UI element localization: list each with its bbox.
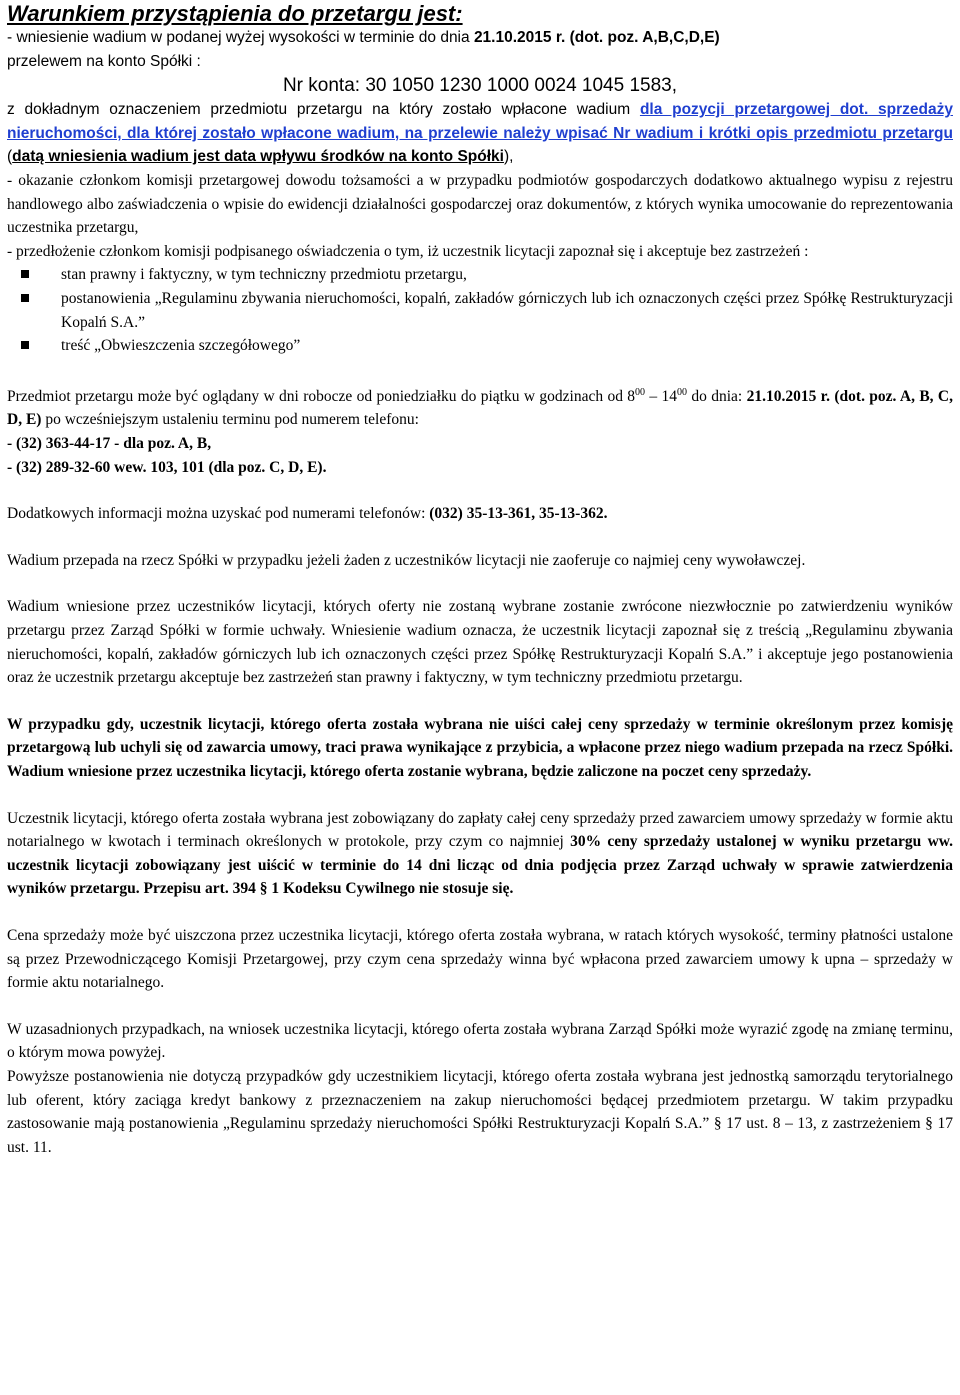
viewing-phone-intro: po wcześniejszym ustaleniu terminu pod numerem telefonu: [41, 411, 419, 429]
list-item-text: stan prawny i faktyczny, w tym techniczny przedmiotu przetargu, [61, 266, 467, 284]
deposit-reference-instructions: dla pozycji przetargowej dot. sprzedaży nieruchomości, dla której zostało wpłacone wadium, na przelewie należy wpisać Nr wadium i krótki opis przedmiotu przetargu [7, 101, 953, 142]
bank-account [7, 73, 953, 98]
viewing-deadline: 21.10.2015 r. (dot. poz. A, B, C, D, E) [7, 387, 953, 429]
deposit-description [7, 98, 953, 169]
forfeit-paragraph: Wadium przepada na rzecz Spółki w przypadku jeżeli żaden z uczestników licytacji nie zaoferuje co najmiej ceny wywoławczej. [7, 551, 806, 569]
list-item [7, 334, 953, 358]
transfer-text: przelewem na konto Spółki : [7, 52, 201, 70]
deposit-deadline: 21.10.2015 r. (dot. poz. A,B,C,D,E) [473, 29, 720, 46]
paren-close: ), [503, 148, 514, 166]
deposit-date-note: datą wniesienia wadium jest data wpływu środków na konto Spółki [12, 148, 504, 166]
condition-statement: - przedłożenie członkom komisji podpisanego oświadczenia o tym, iż uczestnik licytacji zapoznał się i akceptuje bez zastrzeżeń : [7, 242, 809, 260]
list-item-text: postanowienia „Regulaminu zbywania nieruchomości, kopalń, zakładów górniczych lub ich oznaczonych części przez Spółkę Restrukturyzacji Kopalń S.A.” [61, 289, 953, 331]
list-item [7, 287, 953, 334]
return-paragraph: Wadium wniesione przez uczestników licytacji, których oferty nie zostaną wybrane zostanie zwrócone niezwłocznie po zatwierdzeniu wyników przetargu przez Zarząd Spółki w formie uchwały. Wniesienie wadium oznacza, że uczestnik licytacji zapoznał się z treścią „Regulaminu zbywania nieruchomości, kopalń, zakładów górniczych lub ich oznaczonych części przez Spółkę Restrukturyzacji Kopalń S.A.” i akceptuje jego postanowienia oraz że uczestnik przetargu akceptuje bez zastrzeżeń stan prawny i faktyczny, w tym techniczny przedmiotu przetargu. [7, 598, 953, 687]
paren-open: ( [7, 148, 13, 166]
list-item-text: treść „Obwieszczenia szczegółowego” [61, 337, 301, 355]
square-bullet-icon [21, 341, 29, 349]
refusal-paragraph: W przypadku gdy, uczestnik licytacji, którego oferta została wybrana nie uiści całej ceny sprzedaży w terminie określonym przez komisję przetargową lub uchyli się od zawarcia umowy, traci prawa wynikające z przybicia, a wpłacone przez niego wadium przepada na rzecz Spółki. Wadium wniesione przez uczestnika licytacji, którego oferta zostanie wybrana, będzie zaliczone na poczet ceny sprzedaży. [7, 715, 953, 780]
info-paragraph [7, 502, 953, 526]
condition-deposit [7, 26, 953, 73]
viewing-paragraph [7, 381, 953, 432]
info-phones: (032) 35-13-361, 35-13-362. [429, 505, 608, 523]
hour-separator: – 14 [645, 387, 678, 405]
payment-paragraph [7, 807, 953, 901]
list-item [7, 263, 953, 287]
viewing-text: Przedmiot przetargu może być oglądany w dni robocze od poniedziałku do piątku w godzinach od 8 [7, 387, 636, 405]
payment-text: Uczestnik licytacji, którego oferta została wybrana jest zobowiązany do zapłaty całej ceny sprzedaży przed zawarciem umowy sprzedaży w formie aktu notarialnego w kwotach i terminach określonych w protokole, przy czym co najmniej [7, 809, 953, 851]
viewing-until: do dnia: [687, 387, 747, 405]
justified-paragraph: W uzasadnionych przypadkach, na wniosek uczestnika licytacji, którego oferta została wybrana Zarząd Spółki może wyrazić zgodę na zmianę terminu, o którym mowa powyżej. [7, 1020, 953, 1062]
square-bullet-icon [21, 270, 29, 278]
hour-end-superscript: 00 [677, 386, 688, 398]
account-number: 30 1050 1230 1000 0024 1045 1583, [365, 75, 678, 97]
info-text: Dodatkowych informacji można uzyskać pod numerami telefonów: [7, 505, 430, 523]
hour-start-superscript: 00 [635, 386, 646, 398]
account-label: Nr konta: [282, 75, 366, 97]
phone-line-2: - (32) 289-32-60 wew. 103, 101 (dla poz. C, D, E). [7, 458, 327, 476]
deposit-description-text: z dokładnym oznaczeniem przedmiotu przetargu na który zostało wpłacone wadium [7, 101, 640, 119]
condition-deposit-text: - wniesienie wadium w podanej wyżej wysokości w terminie do dnia [7, 29, 474, 46]
payment-terms: 30% ceny sprzedaży ustalonej w wyniku przetargu ww. uczestnik licytacji zobowiązany jest uiścić w terminie do 14 dni licząc od dnia podjęcia przez Zarząd uchwały w sprawie zatwierdzenia wyników przetargu. Przepisu art. 394 § 1 Kodeksu Cywilnego nie stosuje się. [7, 833, 954, 898]
accepted-items-list [7, 263, 953, 357]
installments-paragraph: Cena sprzedaży może być uiszczona przez uczestnika licytacji, którego oferta została wybrana, w ratach których wysokość, terminy płatności ustalone są przez Przewodniczącego Komisji Przetargowej, przy czym cena sprzedaży winna być wpłacona przed zawarciem umowy k upna – sprzedaży w formie aktu notarialnego. [7, 926, 953, 992]
exceptions-paragraph: Powyższe postanowienia nie dotyczą przypadków gdy uczestnikiem licytacji, którego oferta została wybrana jest jednostką samorządu terytorialnego lub oferent, który zaciąga kredyt bankowy z przeznaczeniem na zakup nieruchomości będącej przedmiotem przetargu. W takim przypadku zastosowanie mają postanowienia „Regulaminu sprzedaży nieruchomości Spółki Restrukturyzacji Kopalń S.A.” § 17 ust. 8 – 13, z zastrzeżeniem § 17 ust. 11. [7, 1067, 953, 1156]
phone-line-1: - (32) 363-44-17 - dla poz. A, B, [7, 435, 212, 453]
square-bullet-icon [21, 294, 29, 302]
conditions-heading: Warunkiem przystąpienia do przetargu jest: [7, 1, 463, 26]
condition-identity: - okazanie członkom komisji przetargowej dowodu tożsamości a w przypadku podmiotów gospodarczych dodatkowo aktualnego wypisu z rejestru handlowego albo zaświadczenia o wpisie do ewidencji działalności gospodarczej oraz dokumentów, z których wynika umocowanie do reprezentowania uczestnika przetargu, [7, 171, 953, 237]
document-page [0, 2, 960, 1159]
